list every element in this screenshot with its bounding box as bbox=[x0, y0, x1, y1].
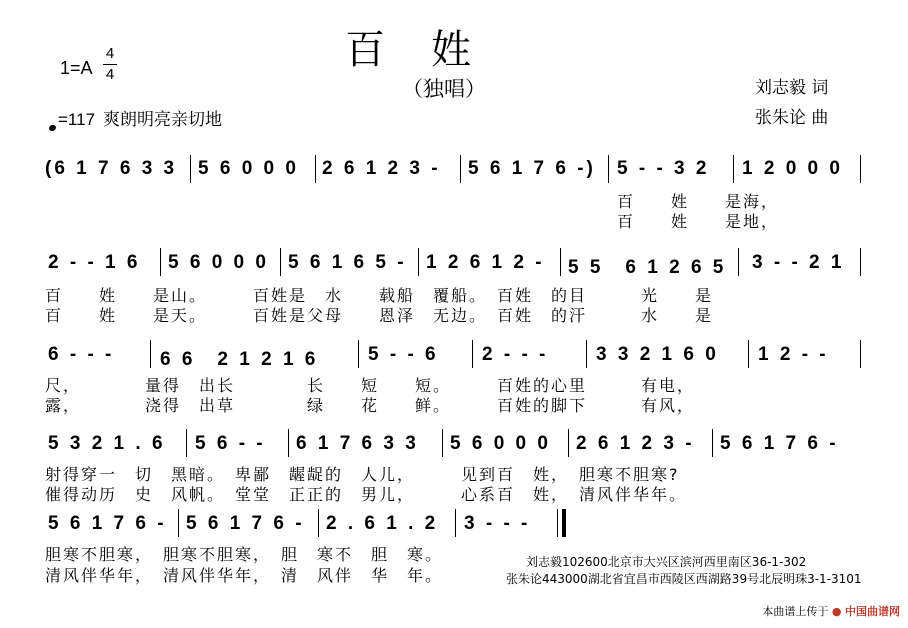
site-logo-icon[interactable]: ● bbox=[831, 605, 842, 618]
measure: 5 - - 3 2 bbox=[617, 158, 710, 179]
measure: 6 - - - bbox=[48, 344, 115, 365]
lyric-line-2: 清风伴华年， 清风伴华年， 清 风伴 华 年。 bbox=[45, 566, 444, 585]
lyric-line-1: 百 姓 是海， bbox=[617, 192, 780, 211]
expression-mark: 爽朗明亮亲切地 bbox=[103, 110, 223, 130]
lyric-line-1: 尺， 量得 出长 长 短 短。 百姓的心里 有电， bbox=[45, 376, 696, 395]
measure: (6 1 7 6 3 3 bbox=[45, 158, 178, 179]
measure: 6 1 7 6 3 3 bbox=[296, 433, 419, 454]
measure: 2 6 1 2 3 - bbox=[576, 433, 695, 454]
lyric-line-1: 百 姓 是山。 百姓是 水 载船 覆船。 百姓 的目 光 是 bbox=[45, 286, 714, 305]
lyric-line-1: 胆寒不胆寒， 胆寒不胆寒， 胆 寒不 胆 寒。 bbox=[45, 545, 444, 564]
measure: 3 3 2 1 6 0 bbox=[596, 344, 719, 365]
lyric-line-2: 百 姓 是地， bbox=[617, 212, 780, 231]
measure: 5 6 0 0 0 bbox=[450, 433, 551, 454]
measure: 5 6 0 0 0 bbox=[168, 252, 269, 273]
measure: 6 6 2 1 2 1 6 bbox=[160, 349, 319, 370]
lyric-line-2: 露， 浇得 出草 绿 花 鲜。 百姓的脚下 有风， bbox=[45, 396, 696, 415]
measure: 5 - - 6 bbox=[368, 344, 439, 365]
measure: 1 2 6 1 2 - bbox=[426, 252, 545, 273]
site-logo[interactable]: 中国曲谱网 bbox=[845, 605, 900, 618]
upload-note bbox=[762, 603, 900, 619]
time-signature bbox=[103, 45, 117, 84]
measure: 2 . 6 1 . 2 bbox=[326, 513, 439, 534]
measure: 5 6 1 7 6 -) bbox=[468, 158, 596, 179]
measure: 5 6 1 7 6 - bbox=[48, 513, 167, 534]
tempo-marking bbox=[49, 105, 222, 130]
measure: 2 - - 1 6 bbox=[48, 252, 141, 273]
measure: 5 6 0 0 0 bbox=[198, 158, 299, 179]
lyric-line-2: 催得动历 史 风帆。 堂堂 正正的 男儿， 心系百 姓， 清风伴华年。 bbox=[45, 485, 688, 504]
measure: 2 - - - bbox=[482, 344, 549, 365]
measure: 1 2 0 0 0 bbox=[742, 158, 843, 179]
measure: 5 6 1 6 5 - bbox=[288, 252, 407, 273]
measure: 5 6 1 7 6 - bbox=[186, 513, 305, 534]
composer-credit: 张朱论 曲 bbox=[755, 108, 829, 128]
composer-address: 张朱论443000湖北省宜昌市西陵区西湖路39号北辰明珠3-1-3101 bbox=[506, 572, 862, 586]
lyric-line-1: 射得穿一 切 黑暗。 卑鄙 龌龊的 人儿， 见到百 姓， 胆寒不胆寒? bbox=[45, 465, 680, 484]
measure: 5 6 1 7 6 - bbox=[720, 433, 839, 454]
upload-text: 本曲谱上传于 bbox=[762, 605, 829, 618]
measure: 3 - - - bbox=[464, 513, 531, 534]
song-title: 百姓 bbox=[345, 27, 517, 73]
measure: 2 6 1 2 3 - bbox=[322, 158, 441, 179]
time-signature-bottom: 4 bbox=[105, 66, 115, 83]
measure: 3 - - 2 1 bbox=[752, 252, 845, 273]
measure: 5 5 6 1 2 6 5 bbox=[568, 257, 727, 278]
time-signature-top: 4 bbox=[105, 45, 115, 62]
lyric-line-2: 百 姓 是天。 百姓是父母 恩泽 无边。 百姓 的汗 水 是 bbox=[45, 306, 714, 325]
measure: 1 2 - - bbox=[758, 344, 829, 365]
lyricist-address: 刘志毅102600北京市大兴区滨河西里南区36-1-302 bbox=[526, 555, 807, 569]
song-subtitle: （独唱） bbox=[402, 77, 486, 101]
key-signature: 1=A bbox=[60, 58, 93, 78]
measure: 5 6 - - bbox=[195, 433, 266, 454]
lyricist-credit: 刘志毅 词 bbox=[755, 78, 829, 98]
tempo-value: =117 bbox=[58, 110, 96, 129]
quarter-note-icon bbox=[48, 124, 57, 132]
measure: 5 3 2 1 . 6 bbox=[48, 433, 166, 454]
